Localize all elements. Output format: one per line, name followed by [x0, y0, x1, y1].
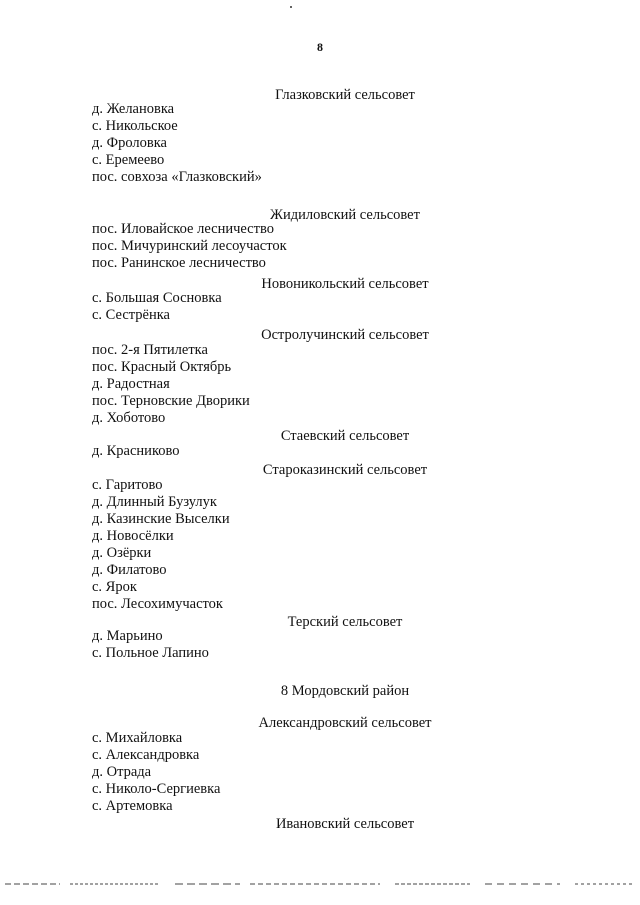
settlement-item: с. Польное Лапино: [92, 645, 209, 661]
settlement-item: пос. Красный Октябрь: [92, 359, 232, 375]
section-heading: Терский сельсовет: [287, 614, 403, 630]
footer-scan-artifacts: [0, 880, 640, 892]
section-heading: Глазковский сельсовет: [275, 87, 415, 103]
settlement-item: с. Александровка: [92, 747, 200, 763]
section-heading: Ивановский сельсовет: [275, 816, 415, 832]
settlement-item: д. Хоботово: [92, 410, 166, 426]
settlement-item: пос. Ранинское лесничество: [92, 255, 266, 271]
settlement-item: пос. Мичуринский лесоучасток: [92, 238, 287, 254]
settlement-item: д. Филатово: [92, 562, 167, 578]
settlement-item: с. Никольское: [92, 118, 178, 134]
settlement-item: с. Николо-Сергиевка: [92, 781, 221, 797]
settlement-item: д. Марьино: [92, 628, 163, 644]
settlement-item: с. Гаритово: [92, 477, 163, 493]
section-heading: Новоникольский сельсовет: [261, 276, 429, 292]
settlement-item: пос. совхоза «Глазковский»: [92, 169, 262, 185]
settlement-item: д. Казинские Выселки: [92, 511, 230, 527]
scan-speck: [290, 6, 292, 8]
settlement-item: пос. Терновские Дворики: [92, 393, 250, 409]
section-heading: 8 Мордовский район: [280, 683, 410, 699]
settlement-item: д. Озёрки: [92, 545, 152, 561]
section-heading: Староказинский сельсовет: [262, 462, 428, 478]
settlement-item: с. Ярок: [92, 579, 137, 595]
settlement-item: д. Желановка: [92, 101, 175, 117]
settlement-item: с. Сестрёнка: [92, 307, 170, 323]
page-number: 8: [317, 40, 323, 54]
settlement-item: д. Длинный Бузулук: [92, 494, 217, 510]
settlement-item: д. Фроловка: [92, 135, 167, 151]
settlement-item: с. Большая Сосновка: [92, 290, 222, 306]
section-heading: Жидиловский сельсовет: [270, 207, 420, 223]
settlement-item: д. Радостная: [92, 376, 170, 392]
settlement-item: пос. Иловайское лесничество: [92, 221, 274, 237]
settlement-item: д. Красниково: [92, 443, 180, 459]
settlement-item: с. Еремеево: [92, 152, 165, 168]
settlement-item: пос. 2-я Пятилетка: [92, 342, 208, 358]
settlement-item: с. Артемовка: [92, 798, 173, 814]
section-heading: Остролучинский сельсовет: [261, 327, 429, 343]
settlement-item: пос. Лесохимучасток: [92, 596, 223, 612]
settlement-item: д. Новосёлки: [92, 528, 174, 544]
section-heading: Стаевский сельсовет: [280, 428, 410, 444]
settlement-item: с. Михайловка: [92, 730, 183, 746]
settlement-item: д. Отрада: [92, 764, 152, 780]
section-heading: Александровский сельсовет: [258, 715, 432, 731]
